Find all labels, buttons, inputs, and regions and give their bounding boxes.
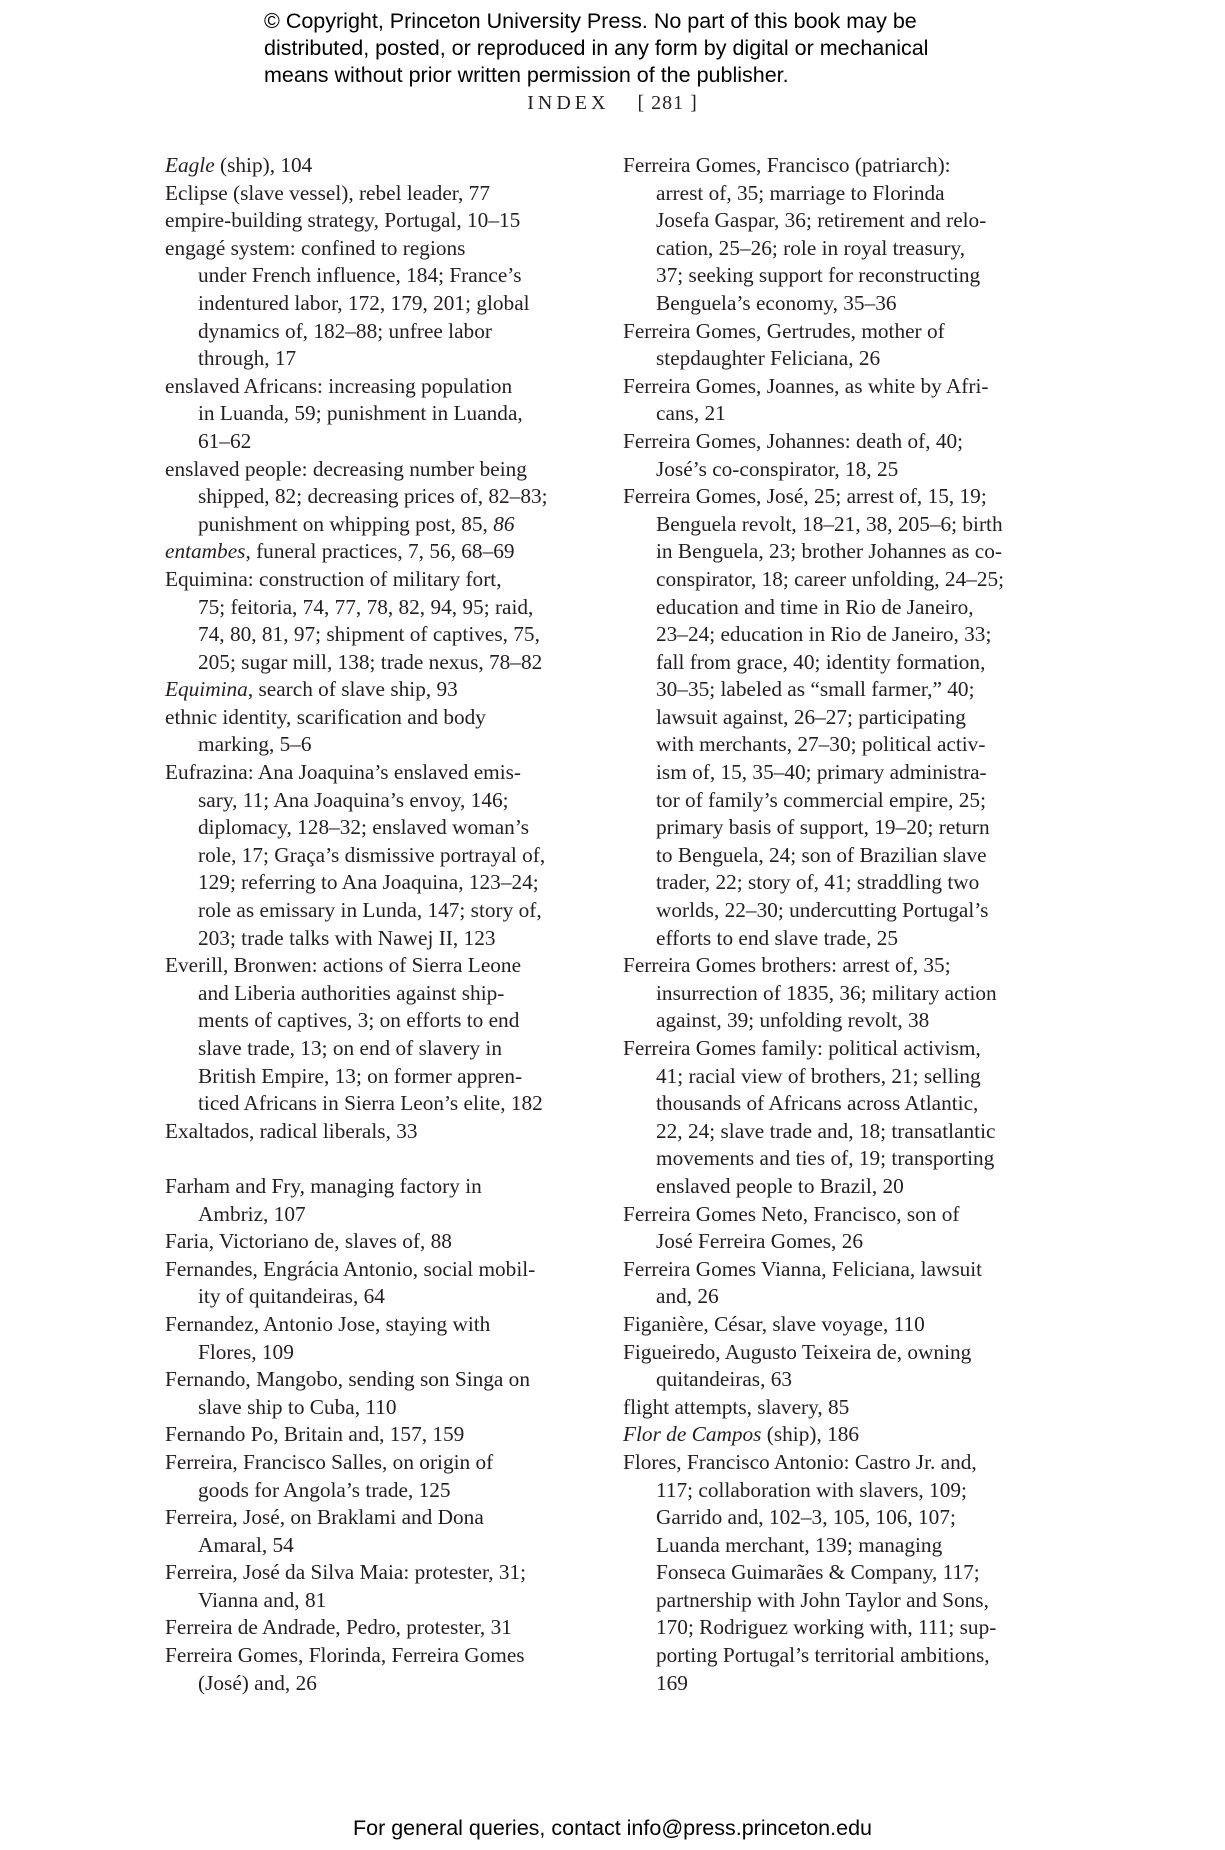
index-entry-line — [623, 1256, 1043, 1284]
index-subentry-line — [623, 814, 1043, 842]
index-subentry-line — [623, 1145, 1043, 1173]
entry-text: Ferreira, José da Silva Maia: protester, 31; — [165, 1560, 527, 1585]
copyright-line: means without prior written permission of the publisher. — [264, 63, 789, 87]
index-entry-line — [165, 952, 585, 980]
index-subentry-line — [623, 538, 1043, 566]
entry-text: Ferreira Gomes family: political activism, — [623, 1036, 981, 1060]
index-subentry-line — [165, 787, 585, 815]
entry-text: Everill, Bronwen: actions of Sierra Leone — [165, 953, 522, 978]
index-subentry-line — [165, 1201, 585, 1229]
index-subentry-line — [623, 345, 1043, 373]
index-subentry-line — [623, 1063, 1043, 1091]
copyright-line: distributed, posted, or reproduced in any form by digital or mechanical — [264, 36, 929, 60]
index-entry-line — [623, 318, 1043, 346]
index-subentry-line — [623, 1007, 1043, 1035]
entry-text: flight attempts, slavery, 85 — [623, 1394, 850, 1419]
entry-text: and Liberia authorities against ship- — [198, 980, 505, 1005]
index-subentry-line — [165, 594, 585, 622]
entry-text: slave trade, 13; on end of slavery in — [198, 1036, 502, 1060]
index-subentry-line — [623, 400, 1043, 428]
index-subentry-line — [165, 1532, 585, 1560]
index-entry-line — [165, 1228, 585, 1256]
index-entry-line — [623, 1339, 1043, 1367]
index-subentry-line — [623, 787, 1043, 815]
entry-text: ism of, 15, 35–40; primary administra- — [656, 760, 987, 785]
index-entry-line — [623, 1421, 1043, 1449]
index-subentry-line — [623, 704, 1043, 732]
copyright-line: © Copyright, Princeton University Press. No part of this book may be — [264, 9, 917, 33]
index-entry-line — [623, 1035, 1043, 1063]
italic-text: entambes — [165, 539, 246, 564]
index-subentry-line — [165, 869, 585, 897]
entry-text: movements and ties of, 19; transporting — [656, 1146, 995, 1171]
entry-text: Ferreira Gomes, Gertrudes, mother of — [623, 318, 945, 343]
entry-text: , search of slave ship, 93 — [247, 677, 458, 702]
index-subentry-line — [623, 1090, 1043, 1118]
entry-text: enslaved people: decreasing number being — [165, 456, 527, 481]
entry-text: Josefa Gaspar, 36; retirement and relo- — [656, 208, 987, 233]
entry-text: Eclipse (slave vessel), rebel leader, 77 — [165, 180, 490, 205]
entry-text: Ferreira Gomes Vianna, Feliciana, lawsuit — [623, 1256, 983, 1281]
entry-text: (ship), 186 — [761, 1422, 860, 1447]
entry-text: ity of quitandeiras, 64 — [198, 1284, 385, 1309]
index-subentry-line — [165, 1339, 585, 1367]
index-entry-line — [165, 1118, 585, 1146]
entry-text: Ferreira Gomes, Joannes, as white by Afri- — [623, 373, 989, 398]
entry-text: Ferreira Gomes, Francisco (patriarch): — [623, 153, 951, 177]
entry-text: Faria, Victoriano de, slaves of, 88 — [165, 1229, 452, 1254]
entry-text: 41; racial view of brothers, 21; selling — [656, 1063, 981, 1088]
entry-text: shipped, 82; decreasing prices of, 82–83; — [198, 484, 548, 509]
index-subentry-line — [623, 842, 1043, 870]
entry-text: 129; referring to Ana Joaquina, 123–24; — [198, 870, 539, 895]
entry-text: worlds, 22–30; undercutting Portugal’s — [656, 898, 989, 923]
entry-text: Exaltados, radical liberals, 33 — [165, 1118, 418, 1143]
italic-text: Eagle — [165, 153, 215, 177]
entry-text: Ferreira Gomes, Johannes: death of, 40; — [623, 428, 964, 453]
entry-text: , funeral practices, 7, 56, 68–69 — [245, 539, 515, 564]
index-subentry-line — [623, 980, 1043, 1008]
index-entry-line — [165, 1366, 585, 1394]
index-subentry-line — [165, 1063, 585, 1091]
entry-text: quitandeiras, 63 — [656, 1367, 793, 1392]
index-entry-line — [165, 1614, 585, 1642]
index-subentry-line — [623, 235, 1043, 263]
entry-text: Fernandez, Antonio Jose, staying with — [165, 1311, 491, 1336]
entry-text: primary basis of support, 19–20; return — [656, 815, 990, 840]
index-entry-line — [165, 1559, 585, 1587]
entry-text: ments of captives, 3; on efforts to end — [198, 1008, 520, 1033]
footer-contact: For general queries, contact info@press.princeton.edu — [352, 1816, 872, 1840]
entry-text: 61–62 — [198, 428, 252, 453]
index-entry-line — [165, 1173, 585, 1201]
index-subentry-line — [623, 1173, 1043, 1201]
entry-text: Luanda merchant, 139; managing — [656, 1532, 943, 1557]
entry-text: Figueiredo, Augusto Teixeira de, owning — [623, 1339, 972, 1364]
index-subentry-line — [165, 400, 585, 428]
index-column-right — [623, 152, 1043, 1697]
entry-text: Ferreira Gomes, José, 25; arrest of, 15, 19; — [623, 484, 987, 509]
index-subentry-line — [165, 511, 585, 539]
entry-text: in Luanda, 59; punishment in Luanda, — [198, 401, 523, 426]
entry-text: partnership with John Taylor and Sons, — [656, 1587, 989, 1612]
index-entry-line — [623, 1449, 1043, 1477]
index-entry-line — [623, 373, 1043, 401]
index-subentry-line — [623, 262, 1043, 290]
entry-text: Garrido and, 102–3, 105, 106, 107; — [656, 1505, 956, 1530]
index-entry-line — [623, 1394, 1043, 1422]
index-subentry-line — [165, 428, 585, 456]
entry-text: marking, 5–6 — [198, 732, 312, 757]
index-subentry-line — [623, 1670, 1043, 1698]
italic-text: Equimina — [165, 677, 248, 702]
entry-text: 30–35; labeled as “small farmer,” 40; — [656, 677, 975, 702]
entry-text: Ferreira, Francisco Salles, on origin of — [165, 1449, 494, 1474]
index-subentry-line — [623, 566, 1043, 594]
index-subentry-line — [623, 621, 1043, 649]
index-subentry-line — [165, 814, 585, 842]
index-subentry-line — [623, 649, 1043, 677]
index-entry-line — [165, 373, 585, 401]
italic-text: Flor de Campos — [623, 1422, 762, 1447]
entry-text: Amaral, 54 — [198, 1532, 294, 1557]
entry-text: José’s co-conspirator, 18, 25 — [656, 456, 899, 481]
index-subentry-line — [623, 731, 1043, 759]
entry-text: Benguela revolt, 18–21, 38, 205–6; birth — [656, 511, 1003, 536]
entry-text: Flores, Francisco Antonio: Castro Jr. and, — [623, 1449, 977, 1474]
index-entry-line — [623, 428, 1043, 456]
entry-text: against, 39; unfolding revolt, 38 — [656, 1008, 930, 1033]
entry-text: education and time in Rio de Janeiro, — [656, 594, 974, 619]
entry-text: empire-building strategy, Portugal, 10–15 — [165, 208, 521, 233]
entry-text: arrest of, 35; marriage to Florinda — [656, 180, 945, 205]
entry-text: with merchants, 27–30; political activ- — [656, 732, 986, 757]
index-subentry-line — [623, 1532, 1043, 1560]
entry-text: under French influence, 184; France’s — [198, 263, 522, 288]
index-subentry-line — [623, 1642, 1043, 1670]
entry-text: slave ship to Cuba, 110 — [198, 1394, 397, 1419]
entry-text: (José) and, 26 — [198, 1670, 317, 1695]
entry-text: 169 — [656, 1670, 688, 1695]
entry-text: Vianna and, 81 — [198, 1587, 327, 1612]
index-subentry-line — [623, 1118, 1043, 1146]
index-subentry-line — [165, 290, 585, 318]
index-entry-line — [165, 1504, 585, 1532]
index-subentry-line — [165, 483, 585, 511]
index-subentry-line — [623, 511, 1043, 539]
index-subentry-line — [165, 1477, 585, 1505]
entry-text: to Benguela, 24; son of Brazilian slave — [656, 842, 987, 867]
entry-text: Figanière, César, slave voyage, 110 — [623, 1311, 925, 1336]
index-subentry-line — [623, 759, 1043, 787]
index-subentry-line — [623, 1366, 1043, 1394]
index-subentry-line — [165, 731, 585, 759]
entry-text: dynamics of, 182–88; unfree labor — [198, 318, 492, 343]
running-head — [0, 92, 1225, 115]
entry-text: Ambriz, 107 — [198, 1201, 306, 1226]
index-entry-line — [165, 180, 585, 208]
entry-text: 22, 24; slave trade and, 18; transatlantic — [656, 1118, 996, 1143]
entry-text: through, 17 — [198, 346, 297, 371]
letter-group-gap — [165, 1145, 585, 1173]
index-subentry-line — [165, 1035, 585, 1063]
entry-text: diplomacy, 128–32; enslaved woman’s — [198, 815, 530, 840]
index-subentry-line — [165, 980, 585, 1008]
index-column-left — [165, 152, 585, 1697]
entry-text: ethnic identity, scarification and body — [165, 704, 486, 729]
entry-text: enslaved Africans: increasing population — [165, 373, 513, 398]
entry-text: Fernando Po, Britain and, 157, 159 — [165, 1422, 465, 1447]
entry-text: conspirator, 18; career unfolding, 24–25; — [656, 566, 1005, 591]
entry-text: Flores, 109 — [198, 1339, 294, 1364]
index-subentry-line — [165, 621, 585, 649]
entry-text: role as emissary in Lunda, 147; story of, — [198, 898, 542, 923]
index-entry-line — [623, 952, 1043, 980]
entry-text: British Empire, 13; on former appren- — [198, 1063, 523, 1088]
index-entry-line — [623, 1201, 1043, 1229]
entry-text: Fernando, Mangobo, sending son Singa on — [165, 1367, 530, 1392]
index-subentry-line — [623, 897, 1043, 925]
index-subentry-line — [165, 649, 585, 677]
index-entry-line — [165, 235, 585, 263]
entry-text: Ferreira Gomes brothers: arrest of, 35; — [623, 953, 951, 978]
index-subentry-line — [623, 207, 1043, 235]
entry-text: 203; trade talks with Nawej II, 123 — [198, 925, 496, 950]
index-subentry-line — [165, 1090, 585, 1118]
index-entry-line — [165, 1256, 585, 1284]
entry-text: Ferreira Gomes, Florinda, Ferreira Gomes — [165, 1643, 525, 1668]
index-subentry-line — [623, 594, 1043, 622]
index-entry-line — [165, 1421, 585, 1449]
index-subentry-line — [623, 1477, 1043, 1505]
index-entry-line — [165, 1449, 585, 1477]
index-entry-line — [623, 152, 1043, 180]
entry-text: punishment on whipping post, 85, — [198, 511, 494, 536]
index-entry-line — [165, 456, 585, 484]
entry-text: enslaved people to Brazil, 20 — [656, 1173, 904, 1198]
index-subentry-line — [623, 180, 1043, 208]
index-entry-line — [165, 538, 585, 566]
index-subentry-line — [623, 869, 1043, 897]
index-subentry-line — [623, 1283, 1043, 1311]
entry-text: 205; sugar mill, 138; trade nexus, 78–82 — [198, 649, 543, 674]
index-subentry-line — [623, 925, 1043, 953]
entry-text: tor of family’s commercial empire, 25; — [656, 787, 986, 812]
entry-text: trader, 22; story of, 41; straddling two — [656, 870, 980, 895]
index-subentry-line — [165, 1283, 585, 1311]
index-entry-line — [165, 207, 585, 235]
entry-text: fall from grace, 40; identity formation, — [656, 649, 986, 674]
entry-text: 75; feitoria, 74, 77, 78, 82, 94, 95; raid, — [198, 594, 534, 619]
entry-text: indentured labor, 172, 179, 201; global — [198, 290, 530, 315]
index-subentry-line — [623, 1614, 1043, 1642]
entry-text: José Ferreira Gomes, 26 — [656, 1229, 863, 1254]
index-entry-line — [165, 759, 585, 787]
entry-text: goods for Angola’s trade, 125 — [198, 1477, 451, 1502]
entry-text: ticed Africans in Sierra Leon’s elite, 182 — [198, 1091, 543, 1116]
index-subentry-line — [165, 318, 585, 346]
index-entry-line — [165, 566, 585, 594]
entry-text: Fonseca Guimarães & Company, 117; — [656, 1560, 980, 1585]
index-subentry-line — [165, 897, 585, 925]
index-entry-line — [623, 483, 1043, 511]
index-subentry-line — [165, 1587, 585, 1615]
entry-text: cans, 21 — [656, 401, 726, 426]
italic-text: 86 — [493, 511, 515, 536]
index-subentry-line — [623, 1504, 1043, 1532]
entry-text: cation, 25–26; role in royal treasury, — [656, 235, 966, 260]
index-subentry-line — [165, 1670, 585, 1698]
entry-text: porting Portugal’s territorial ambitions, — [656, 1643, 990, 1668]
index-subentry-line — [623, 676, 1043, 704]
index-subentry-line — [623, 1228, 1043, 1256]
index-subentry-line — [165, 1394, 585, 1422]
entry-text: Ferreira de Andrade, Pedro, protester, 31 — [165, 1615, 512, 1640]
entry-text: Equimina: construction of military fort, — [165, 566, 502, 591]
entry-text: 117; collaboration with slavers, 109; — [656, 1477, 967, 1502]
index-subentry-line — [623, 456, 1043, 484]
entry-text: 170; Rodriguez working with, 111; sup- — [656, 1615, 997, 1640]
index-subentry-line — [623, 1559, 1043, 1587]
entry-text: 74, 80, 81, 97; shipment of captives, 75, — [198, 622, 540, 647]
entry-text: Eufrazina: Ana Joaquina’s enslaved emis- — [165, 760, 522, 785]
index-subentry-line — [623, 1587, 1043, 1615]
index-entry-line — [165, 1311, 585, 1339]
entry-text: efforts to end slave trade, 25 — [656, 925, 899, 950]
index-entry-line — [165, 152, 585, 180]
index-subentry-line — [165, 1007, 585, 1035]
entry-text: sary, 11; Ana Joaquina’s envoy, 146; — [198, 787, 509, 812]
index-entry-line — [165, 1642, 585, 1670]
entry-text: and, 26 — [656, 1284, 719, 1309]
page-number: [ 281 ] — [637, 92, 698, 114]
entry-text: insurrection of 1835, 36; military action — [656, 980, 997, 1005]
index-entry-line — [623, 1311, 1043, 1339]
index-subentry-line — [165, 262, 585, 290]
entry-text: 23–24; education in Rio de Janeiro, 33; — [656, 622, 992, 647]
index-subentry-line — [165, 345, 585, 373]
running-head-title: INDEX — [527, 92, 610, 114]
index-subentry-line — [165, 842, 585, 870]
entry-text: Ferreira, José, on Braklami and Dona — [165, 1505, 484, 1530]
entry-text: role, 17; Graça’s dismissive portrayal of, — [198, 842, 546, 867]
entry-text: thousands of Africans across Atlantic, — [656, 1091, 979, 1116]
index-subentry-line — [623, 290, 1043, 318]
index-entry-line — [165, 704, 585, 732]
entry-text: (ship), 104 — [214, 153, 313, 177]
copyright-notice — [264, 8, 1024, 89]
entry-text: Fernandes, Engrácia Antonio, social mobil- — [165, 1256, 536, 1281]
entry-text: 37; seeking support for reconstructing — [656, 263, 981, 288]
entry-text: lawsuit against, 26–27; participating — [656, 704, 966, 729]
index-entry-line — [165, 676, 585, 704]
entry-text: Benguela’s economy, 35–36 — [656, 290, 897, 315]
index-subentry-line — [165, 925, 585, 953]
entry-text: Ferreira Gomes Neto, Francisco, son of — [623, 1201, 960, 1226]
entry-text: in Benguela, 23; brother Johannes as co- — [656, 539, 1002, 564]
entry-text: stepdaughter Feliciana, 26 — [656, 346, 881, 371]
entry-text: engagé system: confined to regions — [165, 235, 466, 260]
entry-text: Farham and Fry, managing factory in — [165, 1173, 482, 1198]
